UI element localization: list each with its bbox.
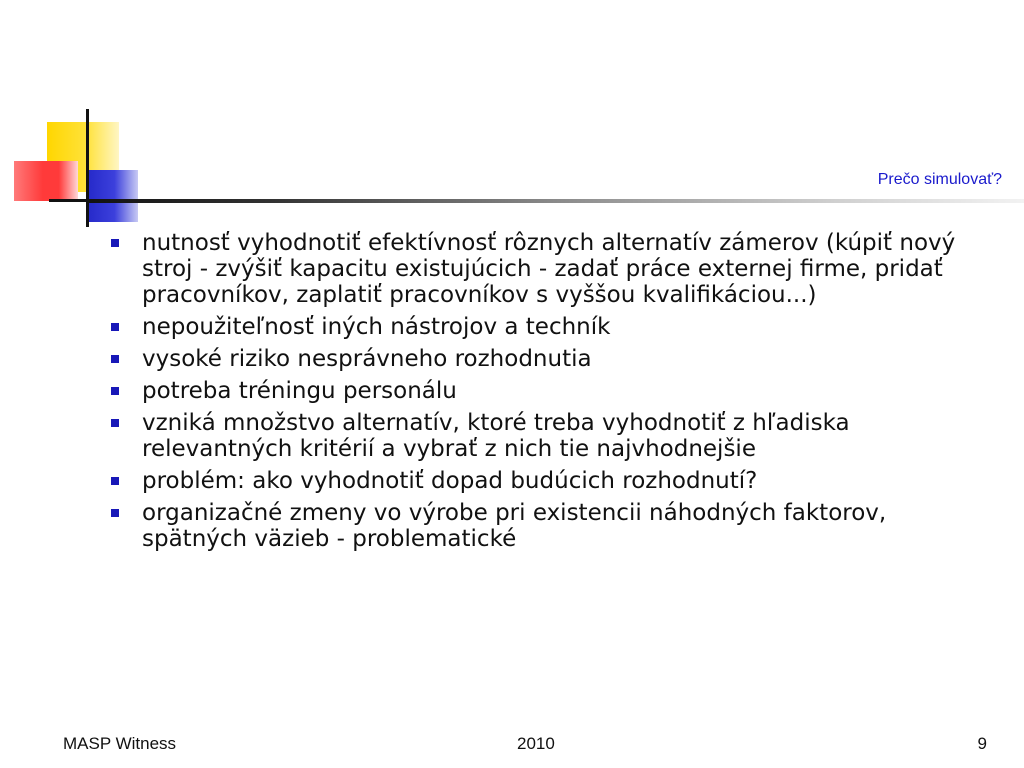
bullet-text: nutnosť vyhodnotiť efektívnosť rôznych alternatív zámerov (kúpiť nový stroj - zvýšiť kapacitu existujúcich - zadať práce externej firme, pridať pracovníkov, zaplatiť pracovníkov s vyššou kvalifikáciou...) — [142, 230, 956, 308]
square-bullet-icon — [111, 355, 119, 363]
square-bullet-icon — [111, 323, 119, 331]
footer-year: 2010 — [517, 734, 555, 753]
footer-presentation-name: MASP Witness — [63, 734, 177, 753]
bullet-item — [110, 410, 990, 462]
square-bullet-icon — [111, 387, 119, 395]
vertical-line-decoration — [86, 109, 89, 227]
bullet-item — [110, 468, 990, 494]
bullet-item — [110, 314, 990, 340]
bullet-item — [110, 378, 990, 404]
bullet-text: problém: ako vyhodnotiť dopad budúcich rozhodnutí? — [142, 468, 758, 494]
blue-square-decoration — [86, 170, 138, 222]
square-bullet-icon — [111, 239, 119, 247]
bullet-text: organizačné zmeny vo výrobe pri existencii náhodných faktorov, spätných väzieb - problematické — [142, 500, 887, 552]
bullet-item — [110, 500, 990, 552]
bullet-text: vysoké riziko nesprávneho rozhodnutia — [142, 346, 592, 372]
bullet-text: potreba tréningu personálu — [142, 378, 457, 404]
square-bullet-icon — [111, 419, 119, 427]
square-bullet-icon — [111, 477, 119, 485]
decorative-logo — [0, 0, 160, 240]
title-divider — [86, 199, 1024, 203]
bullet-list — [110, 230, 990, 558]
bullet-item — [110, 346, 990, 372]
footer-page-number: 9 — [977, 734, 987, 753]
slide-title: Prečo simulovať? — [877, 171, 1002, 188]
bullet-text: nepoužiteľnosť iných nástrojov a techník — [142, 314, 611, 340]
square-bullet-icon — [111, 509, 119, 517]
red-square-decoration — [14, 161, 78, 201]
bullet-text: vzniká množstvo alternatív, ktoré treba vyhodnotiť z hľadiska relevantných kritérií a vybrať z nich tie najvhodnejšie — [142, 410, 850, 462]
bullet-item — [110, 230, 990, 308]
